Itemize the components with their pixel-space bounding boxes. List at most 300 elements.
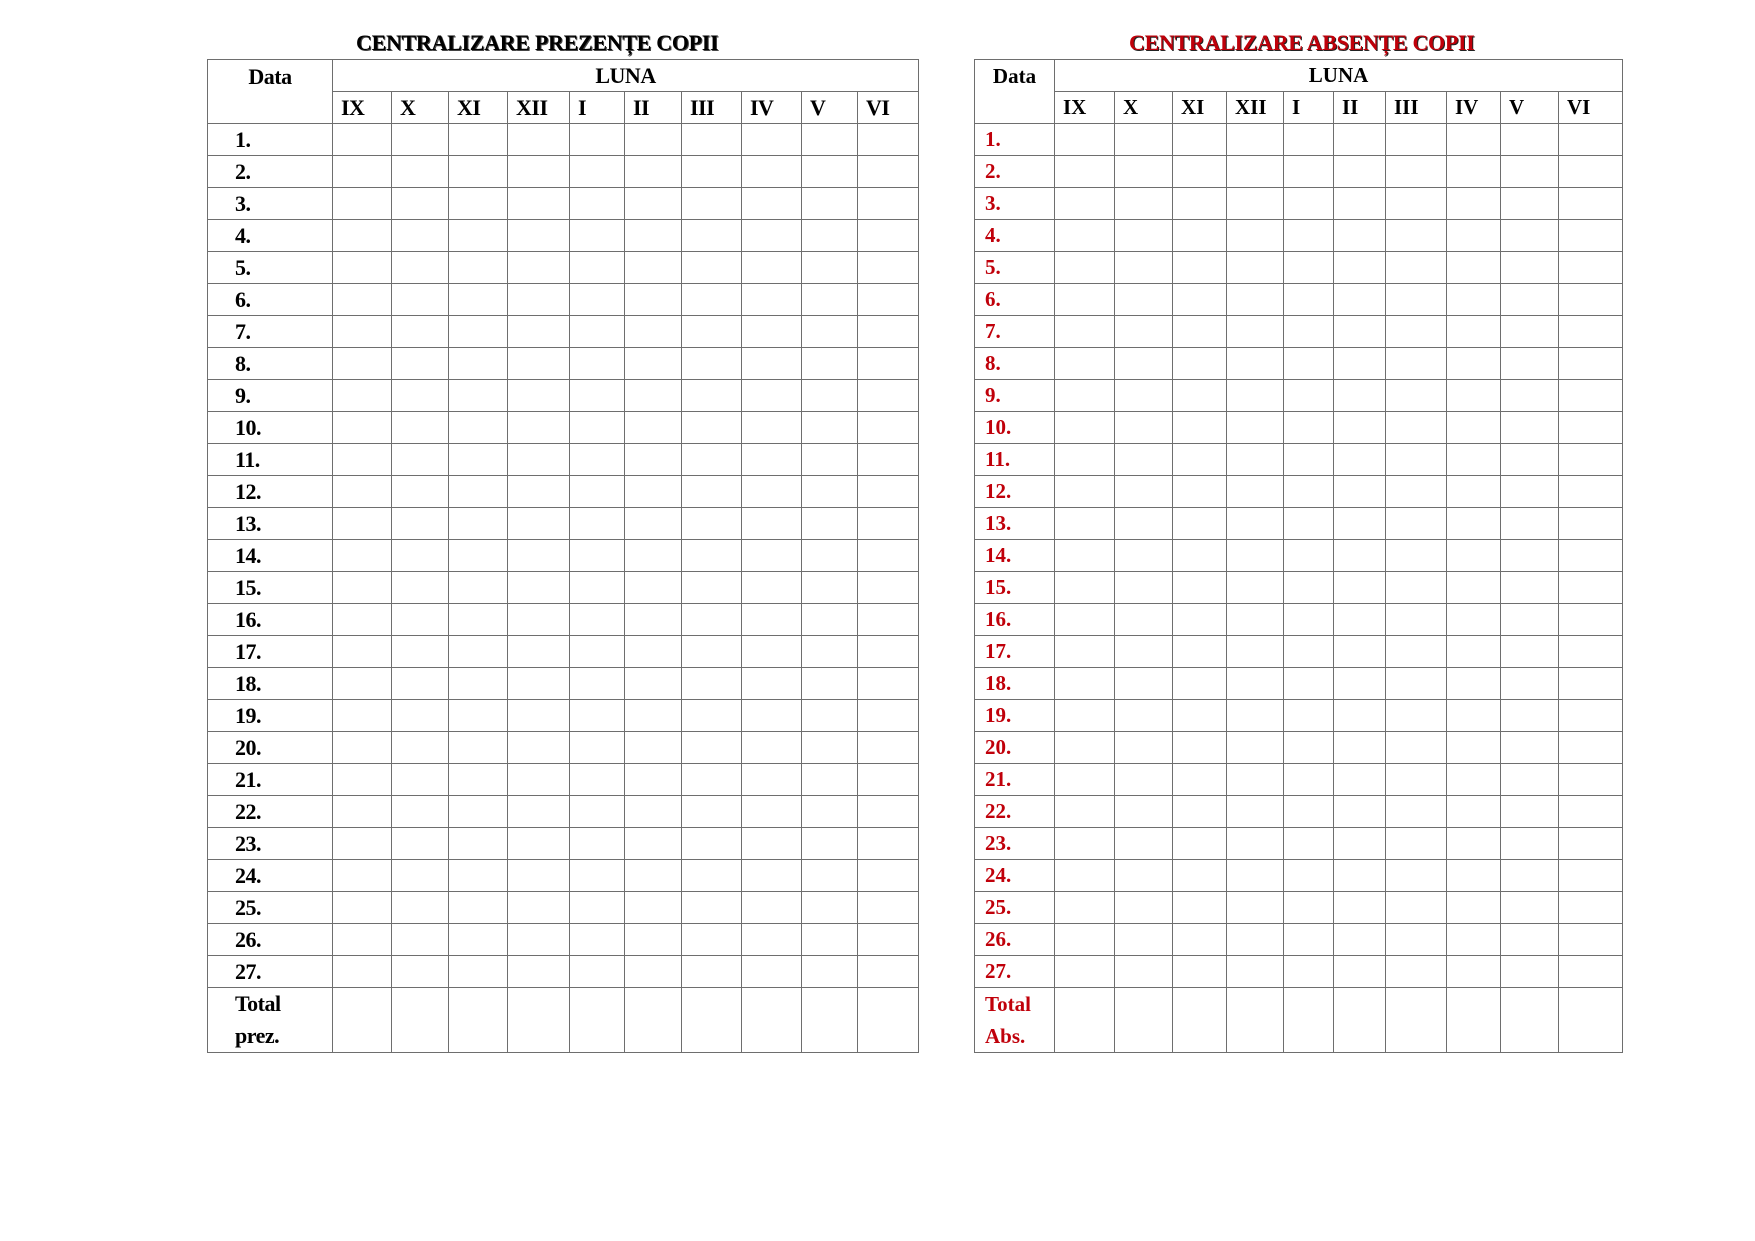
entry-cell[interactable]: [1055, 316, 1115, 348]
entry-cell[interactable]: [1284, 316, 1334, 348]
entry-cell[interactable]: [333, 284, 392, 316]
entry-cell[interactable]: [392, 316, 449, 348]
entry-cell[interactable]: [508, 700, 570, 732]
entry-cell[interactable]: [449, 636, 508, 668]
entry-cell[interactable]: [333, 476, 392, 508]
entry-cell[interactable]: [1334, 924, 1386, 956]
entry-cell[interactable]: [1386, 252, 1447, 284]
entry-cell[interactable]: [1386, 380, 1447, 412]
entry-cell[interactable]: [508, 252, 570, 284]
entry-cell[interactable]: [333, 348, 392, 380]
entry-cell[interactable]: [1173, 604, 1227, 636]
entry-cell[interactable]: [742, 220, 802, 252]
entry-cell[interactable]: [1173, 860, 1227, 892]
entry-cell[interactable]: [802, 508, 858, 540]
entry-cell[interactable]: [1284, 284, 1334, 316]
entry-cell[interactable]: [1284, 732, 1334, 764]
entry-cell[interactable]: [1115, 924, 1173, 956]
entry-cell[interactable]: [858, 508, 919, 540]
entry-cell[interactable]: [570, 316, 625, 348]
entry-cell[interactable]: [449, 732, 508, 764]
entry-cell[interactable]: [1115, 668, 1173, 700]
entry-cell[interactable]: [1115, 444, 1173, 476]
entry-cell[interactable]: [1334, 860, 1386, 892]
entry-cell[interactable]: [742, 700, 802, 732]
entry-cell[interactable]: [802, 796, 858, 828]
entry-cell[interactable]: [1559, 412, 1623, 444]
entry-cell[interactable]: [802, 444, 858, 476]
entry-cell[interactable]: [392, 188, 449, 220]
entry-cell[interactable]: [1227, 764, 1284, 796]
entry-cell[interactable]: [508, 508, 570, 540]
entry-cell[interactable]: [625, 444, 682, 476]
entry-cell[interactable]: [1559, 828, 1623, 860]
entry-cell[interactable]: [802, 124, 858, 156]
entry-cell[interactable]: [1055, 412, 1115, 444]
entry-cell[interactable]: [1334, 892, 1386, 924]
entry-cell[interactable]: [449, 764, 508, 796]
entry-cell[interactable]: [1227, 284, 1284, 316]
entry-cell[interactable]: [1559, 956, 1623, 988]
entry-cell[interactable]: [1559, 636, 1623, 668]
entry-cell[interactable]: [1115, 956, 1173, 988]
entry-cell[interactable]: [570, 956, 625, 988]
entry-cell[interactable]: [1386, 156, 1447, 188]
entry-cell[interactable]: [1115, 700, 1173, 732]
entry-cell[interactable]: [682, 828, 742, 860]
entry-cell[interactable]: [1227, 540, 1284, 572]
total-cell[interactable]: [802, 988, 858, 1053]
entry-cell[interactable]: [449, 476, 508, 508]
entry-cell[interactable]: [1559, 220, 1623, 252]
entry-cell[interactable]: [1447, 124, 1501, 156]
entry-cell[interactable]: [682, 188, 742, 220]
total-cell[interactable]: [625, 988, 682, 1053]
entry-cell[interactable]: [449, 508, 508, 540]
entry-cell[interactable]: [1284, 124, 1334, 156]
entry-cell[interactable]: [1559, 348, 1623, 380]
entry-cell[interactable]: [1501, 604, 1559, 636]
entry-cell[interactable]: [802, 604, 858, 636]
entry-cell[interactable]: [333, 732, 392, 764]
entry-cell[interactable]: [625, 316, 682, 348]
entry-cell[interactable]: [1227, 924, 1284, 956]
entry-cell[interactable]: [1055, 348, 1115, 380]
entry-cell[interactable]: [1559, 156, 1623, 188]
entry-cell[interactable]: [1334, 572, 1386, 604]
entry-cell[interactable]: [742, 252, 802, 284]
entry-cell[interactable]: [570, 124, 625, 156]
entry-cell[interactable]: [1173, 700, 1227, 732]
entry-cell[interactable]: [333, 316, 392, 348]
entry-cell[interactable]: [742, 604, 802, 636]
entry-cell[interactable]: [682, 796, 742, 828]
entry-cell[interactable]: [1055, 444, 1115, 476]
entry-cell[interactable]: [742, 572, 802, 604]
entry-cell[interactable]: [1386, 348, 1447, 380]
entry-cell[interactable]: [858, 604, 919, 636]
entry-cell[interactable]: [1115, 380, 1173, 412]
entry-cell[interactable]: [742, 412, 802, 444]
entry-cell[interactable]: [1559, 252, 1623, 284]
entry-cell[interactable]: [333, 572, 392, 604]
entry-cell[interactable]: [1284, 764, 1334, 796]
entry-cell[interactable]: [858, 572, 919, 604]
entry-cell[interactable]: [1115, 732, 1173, 764]
entry-cell[interactable]: [1227, 892, 1284, 924]
entry-cell[interactable]: [682, 316, 742, 348]
entry-cell[interactable]: [1055, 956, 1115, 988]
entry-cell[interactable]: [333, 892, 392, 924]
total-cell[interactable]: [1334, 988, 1386, 1053]
entry-cell[interactable]: [1173, 924, 1227, 956]
entry-cell[interactable]: [570, 764, 625, 796]
entry-cell[interactable]: [508, 156, 570, 188]
entry-cell[interactable]: [1334, 540, 1386, 572]
entry-cell[interactable]: [333, 124, 392, 156]
entry-cell[interactable]: [570, 188, 625, 220]
entry-cell[interactable]: [1501, 220, 1559, 252]
entry-cell[interactable]: [508, 220, 570, 252]
entry-cell[interactable]: [1501, 540, 1559, 572]
entry-cell[interactable]: [570, 700, 625, 732]
entry-cell[interactable]: [392, 796, 449, 828]
entry-cell[interactable]: [1386, 124, 1447, 156]
entry-cell[interactable]: [682, 220, 742, 252]
entry-cell[interactable]: [1284, 412, 1334, 444]
entry-cell[interactable]: [682, 348, 742, 380]
entry-cell[interactable]: [858, 860, 919, 892]
entry-cell[interactable]: [1447, 188, 1501, 220]
entry-cell[interactable]: [625, 284, 682, 316]
entry-cell[interactable]: [392, 956, 449, 988]
entry-cell[interactable]: [1284, 796, 1334, 828]
entry-cell[interactable]: [508, 828, 570, 860]
entry-cell[interactable]: [858, 636, 919, 668]
entry-cell[interactable]: [1055, 380, 1115, 412]
entry-cell[interactable]: [1173, 188, 1227, 220]
entry-cell[interactable]: [1447, 252, 1501, 284]
entry-cell[interactable]: [1227, 956, 1284, 988]
entry-cell[interactable]: [1559, 188, 1623, 220]
entry-cell[interactable]: [742, 348, 802, 380]
entry-cell[interactable]: [858, 540, 919, 572]
entry-cell[interactable]: [1173, 892, 1227, 924]
entry-cell[interactable]: [1559, 764, 1623, 796]
entry-cell[interactable]: [682, 956, 742, 988]
entry-cell[interactable]: [1559, 476, 1623, 508]
entry-cell[interactable]: [1284, 348, 1334, 380]
entry-cell[interactable]: [1227, 444, 1284, 476]
entry-cell[interactable]: [1501, 284, 1559, 316]
entry-cell[interactable]: [1115, 412, 1173, 444]
entry-cell[interactable]: [858, 156, 919, 188]
entry-cell[interactable]: [1447, 284, 1501, 316]
entry-cell[interactable]: [449, 796, 508, 828]
entry-cell[interactable]: [1334, 444, 1386, 476]
entry-cell[interactable]: [802, 188, 858, 220]
entry-cell[interactable]: [1284, 924, 1334, 956]
entry-cell[interactable]: [1055, 156, 1115, 188]
entry-cell[interactable]: [625, 796, 682, 828]
entry-cell[interactable]: [802, 540, 858, 572]
entry-cell[interactable]: [1386, 764, 1447, 796]
entry-cell[interactable]: [392, 348, 449, 380]
entry-cell[interactable]: [742, 316, 802, 348]
entry-cell[interactable]: [1055, 732, 1115, 764]
entry-cell[interactable]: [570, 892, 625, 924]
entry-cell[interactable]: [570, 924, 625, 956]
entry-cell[interactable]: [682, 860, 742, 892]
entry-cell[interactable]: [802, 892, 858, 924]
entry-cell[interactable]: [333, 636, 392, 668]
entry-cell[interactable]: [1334, 668, 1386, 700]
entry-cell[interactable]: [682, 444, 742, 476]
entry-cell[interactable]: [1386, 188, 1447, 220]
total-cell[interactable]: [1173, 988, 1227, 1053]
entry-cell[interactable]: [570, 604, 625, 636]
entry-cell[interactable]: [508, 604, 570, 636]
entry-cell[interactable]: [1227, 316, 1284, 348]
entry-cell[interactable]: [1055, 252, 1115, 284]
entry-cell[interactable]: [1115, 284, 1173, 316]
entry-cell[interactable]: [1447, 380, 1501, 412]
entry-cell[interactable]: [1173, 668, 1227, 700]
entry-cell[interactable]: [682, 284, 742, 316]
entry-cell[interactable]: [570, 860, 625, 892]
entry-cell[interactable]: [449, 348, 508, 380]
entry-cell[interactable]: [802, 380, 858, 412]
entry-cell[interactable]: [682, 636, 742, 668]
entry-cell[interactable]: [1501, 444, 1559, 476]
entry-cell[interactable]: [1501, 316, 1559, 348]
entry-cell[interactable]: [1115, 796, 1173, 828]
entry-cell[interactable]: [625, 604, 682, 636]
entry-cell[interactable]: [1227, 380, 1284, 412]
entry-cell[interactable]: [1173, 476, 1227, 508]
total-cell[interactable]: [1559, 988, 1623, 1053]
total-cell[interactable]: [1447, 988, 1501, 1053]
entry-cell[interactable]: [392, 476, 449, 508]
entry-cell[interactable]: [449, 188, 508, 220]
entry-cell[interactable]: [333, 188, 392, 220]
entry-cell[interactable]: [333, 540, 392, 572]
entry-cell[interactable]: [1559, 444, 1623, 476]
entry-cell[interactable]: [333, 220, 392, 252]
entry-cell[interactable]: [508, 444, 570, 476]
entry-cell[interactable]: [682, 508, 742, 540]
entry-cell[interactable]: [1173, 252, 1227, 284]
entry-cell[interactable]: [625, 412, 682, 444]
total-cell[interactable]: [449, 988, 508, 1053]
entry-cell[interactable]: [570, 636, 625, 668]
entry-cell[interactable]: [1447, 924, 1501, 956]
entry-cell[interactable]: [1559, 668, 1623, 700]
entry-cell[interactable]: [392, 860, 449, 892]
entry-cell[interactable]: [1334, 284, 1386, 316]
entry-cell[interactable]: [570, 220, 625, 252]
entry-cell[interactable]: [392, 636, 449, 668]
entry-cell[interactable]: [858, 380, 919, 412]
entry-cell[interactable]: [1115, 124, 1173, 156]
entry-cell[interactable]: [625, 508, 682, 540]
entry-cell[interactable]: [1334, 796, 1386, 828]
entry-cell[interactable]: [1227, 412, 1284, 444]
entry-cell[interactable]: [1115, 892, 1173, 924]
entry-cell[interactable]: [742, 668, 802, 700]
entry-cell[interactable]: [570, 156, 625, 188]
entry-cell[interactable]: [1055, 796, 1115, 828]
entry-cell[interactable]: [802, 700, 858, 732]
entry-cell[interactable]: [1386, 700, 1447, 732]
entry-cell[interactable]: [1227, 636, 1284, 668]
entry-cell[interactable]: [625, 124, 682, 156]
entry-cell[interactable]: [1115, 188, 1173, 220]
entry-cell[interactable]: [1334, 828, 1386, 860]
entry-cell[interactable]: [1559, 604, 1623, 636]
entry-cell[interactable]: [1115, 572, 1173, 604]
entry-cell[interactable]: [625, 540, 682, 572]
entry-cell[interactable]: [1501, 700, 1559, 732]
entry-cell[interactable]: [1115, 252, 1173, 284]
entry-cell[interactable]: [1227, 476, 1284, 508]
entry-cell[interactable]: [1115, 156, 1173, 188]
total-cell[interactable]: [508, 988, 570, 1053]
entry-cell[interactable]: [1055, 476, 1115, 508]
entry-cell[interactable]: [742, 444, 802, 476]
entry-cell[interactable]: [1386, 668, 1447, 700]
entry-cell[interactable]: [625, 476, 682, 508]
entry-cell[interactable]: [1386, 860, 1447, 892]
entry-cell[interactable]: [1173, 508, 1227, 540]
entry-cell[interactable]: [1115, 220, 1173, 252]
entry-cell[interactable]: [742, 860, 802, 892]
entry-cell[interactable]: [508, 764, 570, 796]
entry-cell[interactable]: [1173, 956, 1227, 988]
total-cell[interactable]: [1115, 988, 1173, 1053]
entry-cell[interactable]: [742, 540, 802, 572]
entry-cell[interactable]: [392, 508, 449, 540]
entry-cell[interactable]: [1447, 732, 1501, 764]
entry-cell[interactable]: [1559, 124, 1623, 156]
entry-cell[interactable]: [802, 636, 858, 668]
entry-cell[interactable]: [682, 892, 742, 924]
entry-cell[interactable]: [570, 732, 625, 764]
entry-cell[interactable]: [1055, 668, 1115, 700]
entry-cell[interactable]: [508, 572, 570, 604]
entry-cell[interactable]: [333, 412, 392, 444]
entry-cell[interactable]: [449, 892, 508, 924]
entry-cell[interactable]: [1501, 924, 1559, 956]
entry-cell[interactable]: [1284, 188, 1334, 220]
entry-cell[interactable]: [625, 732, 682, 764]
entry-cell[interactable]: [1284, 156, 1334, 188]
entry-cell[interactable]: [1284, 220, 1334, 252]
entry-cell[interactable]: [1115, 316, 1173, 348]
entry-cell[interactable]: [1284, 508, 1334, 540]
entry-cell[interactable]: [1386, 444, 1447, 476]
entry-cell[interactable]: [1501, 252, 1559, 284]
entry-cell[interactable]: [392, 764, 449, 796]
entry-cell[interactable]: [858, 124, 919, 156]
entry-cell[interactable]: [333, 156, 392, 188]
entry-cell[interactable]: [742, 892, 802, 924]
entry-cell[interactable]: [1284, 668, 1334, 700]
entry-cell[interactable]: [858, 252, 919, 284]
entry-cell[interactable]: [742, 284, 802, 316]
entry-cell[interactable]: [1386, 636, 1447, 668]
entry-cell[interactable]: [1227, 860, 1284, 892]
entry-cell[interactable]: [449, 860, 508, 892]
entry-cell[interactable]: [625, 380, 682, 412]
entry-cell[interactable]: [1447, 956, 1501, 988]
entry-cell[interactable]: [1447, 316, 1501, 348]
entry-cell[interactable]: [1501, 668, 1559, 700]
entry-cell[interactable]: [1227, 348, 1284, 380]
entry-cell[interactable]: [1447, 412, 1501, 444]
entry-cell[interactable]: [1501, 572, 1559, 604]
entry-cell[interactable]: [1386, 540, 1447, 572]
entry-cell[interactable]: [333, 252, 392, 284]
entry-cell[interactable]: [1334, 380, 1386, 412]
entry-cell[interactable]: [449, 924, 508, 956]
entry-cell[interactable]: [1284, 892, 1334, 924]
entry-cell[interactable]: [508, 348, 570, 380]
entry-cell[interactable]: [1173, 540, 1227, 572]
entry-cell[interactable]: [802, 956, 858, 988]
entry-cell[interactable]: [508, 636, 570, 668]
entry-cell[interactable]: [1173, 636, 1227, 668]
entry-cell[interactable]: [1334, 220, 1386, 252]
entry-cell[interactable]: [392, 892, 449, 924]
entry-cell[interactable]: [1334, 348, 1386, 380]
entry-cell[interactable]: [392, 668, 449, 700]
entry-cell[interactable]: [1173, 572, 1227, 604]
entry-cell[interactable]: [449, 444, 508, 476]
entry-cell[interactable]: [742, 924, 802, 956]
entry-cell[interactable]: [682, 572, 742, 604]
entry-cell[interactable]: [1227, 828, 1284, 860]
entry-cell[interactable]: [570, 380, 625, 412]
entry-cell[interactable]: [1227, 668, 1284, 700]
entry-cell[interactable]: [570, 252, 625, 284]
entry-cell[interactable]: [1386, 796, 1447, 828]
entry-cell[interactable]: [1173, 124, 1227, 156]
entry-cell[interactable]: [1334, 156, 1386, 188]
entry-cell[interactable]: [682, 604, 742, 636]
entry-cell[interactable]: [802, 316, 858, 348]
entry-cell[interactable]: [742, 764, 802, 796]
entry-cell[interactable]: [858, 316, 919, 348]
entry-cell[interactable]: [508, 860, 570, 892]
entry-cell[interactable]: [1173, 828, 1227, 860]
entry-cell[interactable]: [1284, 572, 1334, 604]
entry-cell[interactable]: [1447, 508, 1501, 540]
entry-cell[interactable]: [508, 540, 570, 572]
entry-cell[interactable]: [1334, 316, 1386, 348]
entry-cell[interactable]: [625, 220, 682, 252]
entry-cell[interactable]: [508, 956, 570, 988]
entry-cell[interactable]: [392, 604, 449, 636]
entry-cell[interactable]: [1386, 892, 1447, 924]
total-cell[interactable]: [1055, 988, 1115, 1053]
entry-cell[interactable]: [1386, 412, 1447, 444]
entry-cell[interactable]: [742, 508, 802, 540]
entry-cell[interactable]: [1055, 828, 1115, 860]
entry-cell[interactable]: [392, 380, 449, 412]
entry-cell[interactable]: [1227, 604, 1284, 636]
entry-cell[interactable]: [392, 444, 449, 476]
